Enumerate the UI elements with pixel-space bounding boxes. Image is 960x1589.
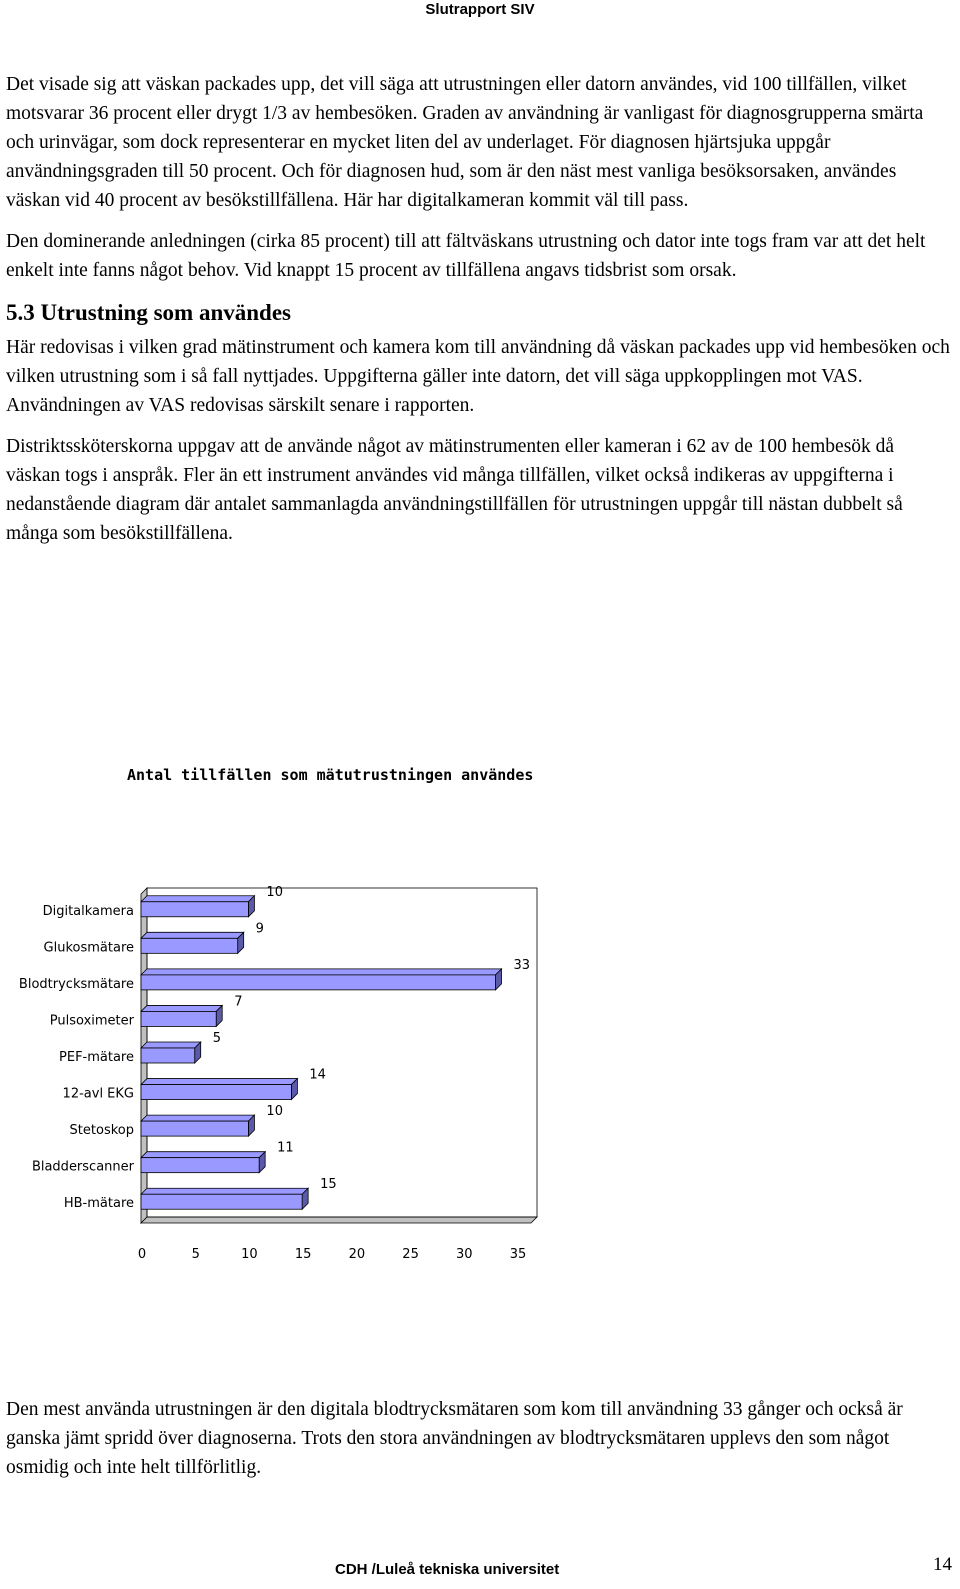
bar-8 [141, 1194, 302, 1209]
bar-3 [141, 1011, 216, 1026]
category-label-4: PEF-mätare [59, 1050, 134, 1065]
bar-6 [141, 1121, 248, 1136]
value-label-2: 33 [513, 957, 531, 973]
bar-top-6 [141, 1115, 254, 1121]
x-tick-label-4: 20 [348, 1247, 366, 1262]
bar-top-0 [141, 896, 254, 902]
category-label-3: Pulsoximeter [49, 1013, 134, 1029]
bar-top-8 [141, 1188, 308, 1194]
value-label-8: 15 [320, 1177, 337, 1193]
bar-top-2 [141, 969, 502, 975]
footer-organization: CDH /Luleå tekniska universitet [335, 1561, 560, 1578]
paragraph-usage: Det visade sig att väskan packades upp, det vill säga att utrustningen eller datorn användes, vid 100 tillfällen, vilket motsvarar 36 procent eller drygt 1/3 av hembesöken. Graden av användning är vanligast för diagnosgrupperna smärta och urinvägar, som dock representerar en mycket liten del av underlaget. För diagnosen hjärtsjuka uppgår användningsgraden till 50 procent. Och för diagnosen hud, som är den näst mest vanliga besöksorsaken, användes väskan vid 40 procent av besökstillfällena. Här har digitalkameran kommit väl till pass. [6, 74, 924, 211]
section-heading: 5.3 Utrustning som användes [6, 300, 291, 325]
x-tick-label-3: 15 [294, 1247, 312, 1262]
equipment-usage-chart [0, 765, 960, 1295]
value-label-3: 7 [234, 994, 243, 1010]
page-footer [0, 1554, 960, 1588]
value-label-5: 14 [309, 1067, 326, 1083]
category-label-5: 12-avl EKG [62, 1086, 134, 1102]
bar-2 [141, 975, 496, 990]
x-tick-label-7: 35 [509, 1247, 527, 1262]
bar-top-1 [141, 932, 244, 938]
bar-top-5 [141, 1079, 297, 1085]
bar-5 [141, 1085, 291, 1100]
paragraph-section-intro: Här redovisas i vilken grad mätinstrument och kamera kom till användning då väskan packades upp vid hembesöken och vilken utrustning som i så fall nyttjades. Uppgifterna gäller inte datorn, det vill säga uppkopplingen mot VAS. Användningen av VAS redovisas särskilt senare i rapporten. [6, 337, 950, 416]
page-number: 14 [933, 1554, 952, 1575]
running-header: Slutrapport SIV [425, 1, 535, 18]
main-content [6, 70, 952, 560]
category-label-1: Glukosmätare [43, 940, 134, 956]
bar-1 [141, 938, 238, 953]
value-label-4: 5 [212, 1031, 221, 1046]
bar-top-4 [141, 1042, 201, 1048]
category-label-6: Stetoskop [69, 1123, 134, 1139]
chart-value-labels [213, 885, 530, 1192]
value-label-0: 10 [266, 884, 283, 900]
chart-bars [141, 896, 502, 1209]
chart-x-ticks [138, 1247, 526, 1262]
bar-top-3 [141, 1005, 222, 1011]
category-label-2: Blodtrycksmätare [18, 976, 134, 992]
chart-title: Antal tillfällen som mätutrustningen användes [127, 766, 534, 784]
category-label-8: HB-mätare [63, 1196, 134, 1212]
x-tick-label-6: 30 [456, 1247, 473, 1262]
chart-floor [141, 1217, 537, 1223]
x-tick-label-0: 0 [137, 1247, 147, 1262]
closing-text [6, 1395, 952, 1494]
bar-top-7 [141, 1152, 265, 1158]
bar-7 [141, 1158, 259, 1173]
paragraph-section-detail: Distriktssköterskorna uppgav att de använde något av mätinstrumenten eller kameran i 62 av de 100 hembesök då väskan togs i anspråk. Fler än ett instrument användes vid många tillfällen, vilket också indikeras av uppgifterna i nedanstående diagram där antalet sammanlagda användningstillfällen för utrustningen uppgår till nästan dubbelt så många som besökstillfällena. [6, 436, 903, 544]
bar-4 [141, 1048, 195, 1063]
bar-0 [141, 902, 248, 917]
value-label-7: 11 [277, 1140, 294, 1156]
chart-svg [0, 765, 960, 1295]
paragraph-closing: Den mest använda utrustningen är den digitala blodtrycksmätaren som kom till användning 33 gånger och också är ganska jämt spridd över diagnoserna. Trots den stora användningen av blodtrycksmätaren upplevs den som något osmidig och inte helt tillförlitlig. [6, 1399, 903, 1478]
x-tick-label-5: 25 [402, 1247, 419, 1262]
value-label-1: 9 [255, 921, 264, 937]
chart-category-labels [19, 904, 135, 1211]
value-label-6: 10 [266, 1104, 283, 1120]
category-label-7: Bladderscanner [31, 1159, 134, 1175]
x-tick-label-2: 10 [241, 1247, 258, 1262]
paragraph-reasons: Den dominerande anledningen (cirka 85 procent) till att fältväskans utrustning och dator inte togs fram var att det helt enkelt inte fanns något behov. Vid knappt 15 procent av tillfällena angavs tidsbrist som orsak. [6, 231, 926, 281]
x-tick-label-1: 5 [191, 1247, 200, 1262]
category-label-0: Digitalkamera [42, 903, 134, 919]
